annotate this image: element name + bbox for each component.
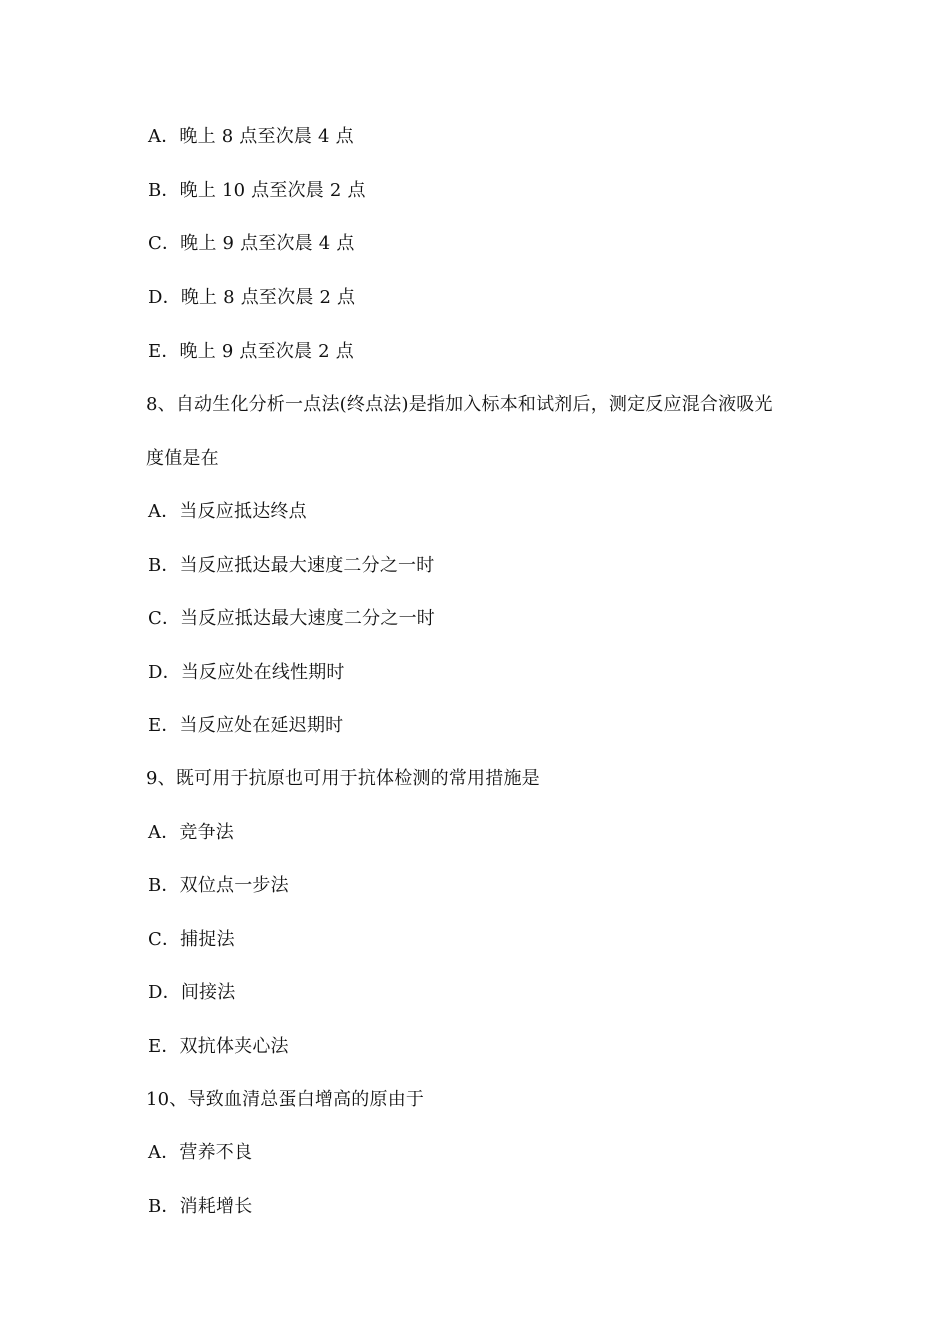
q8-stem-line2: 度值是在 [146, 448, 219, 469]
q10-stem: 10、导致血清总蛋白增高的原由于 [146, 1089, 425, 1110]
q10-option-b: B．消耗增长 [148, 1196, 253, 1217]
q7-option-b: B．晚上 10 点至次晨 2 点 [148, 180, 366, 201]
q8-option-e: E．当反应处在延迟期时 [148, 715, 344, 736]
q10-option-a: A．营养不良 [148, 1142, 253, 1163]
q9-stem: 9、既可用于抗原也可用于抗体检测的常用措施是 [146, 768, 540, 789]
q8-option-d: D．当反应处在线性期时 [148, 662, 345, 683]
q7-option-a: A．晚上 8 点至次晨 4 点 [148, 126, 354, 147]
q9-option-c: C．捕捉法 [148, 929, 235, 950]
q8-option-a: A．当反应抵达终点 [148, 501, 307, 522]
q9-option-a: A．竞争法 [148, 822, 234, 843]
q9-option-b: B．双位点一步法 [148, 875, 289, 896]
q7-option-c: C．晚上 9 点至次晨 4 点 [148, 233, 355, 254]
q7-option-d: D．晚上 8 点至次晨 2 点 [148, 287, 356, 308]
q9-option-d: D．间接法 [148, 982, 236, 1003]
q8-option-b: B．当反应抵达最大速度二分之一时 [148, 555, 435, 576]
q7-option-e: E．晚上 9 点至次晨 2 点 [148, 341, 354, 362]
q9-option-e: E．双抗体夹心法 [148, 1036, 289, 1057]
q8-stem-line1: 8、自动生化分析一点法(终点法)是指加入标本和试剂后，测定反应混合液吸光 [146, 394, 773, 415]
q8-option-c: C．当反应抵达最大速度二分之一时 [148, 608, 435, 629]
